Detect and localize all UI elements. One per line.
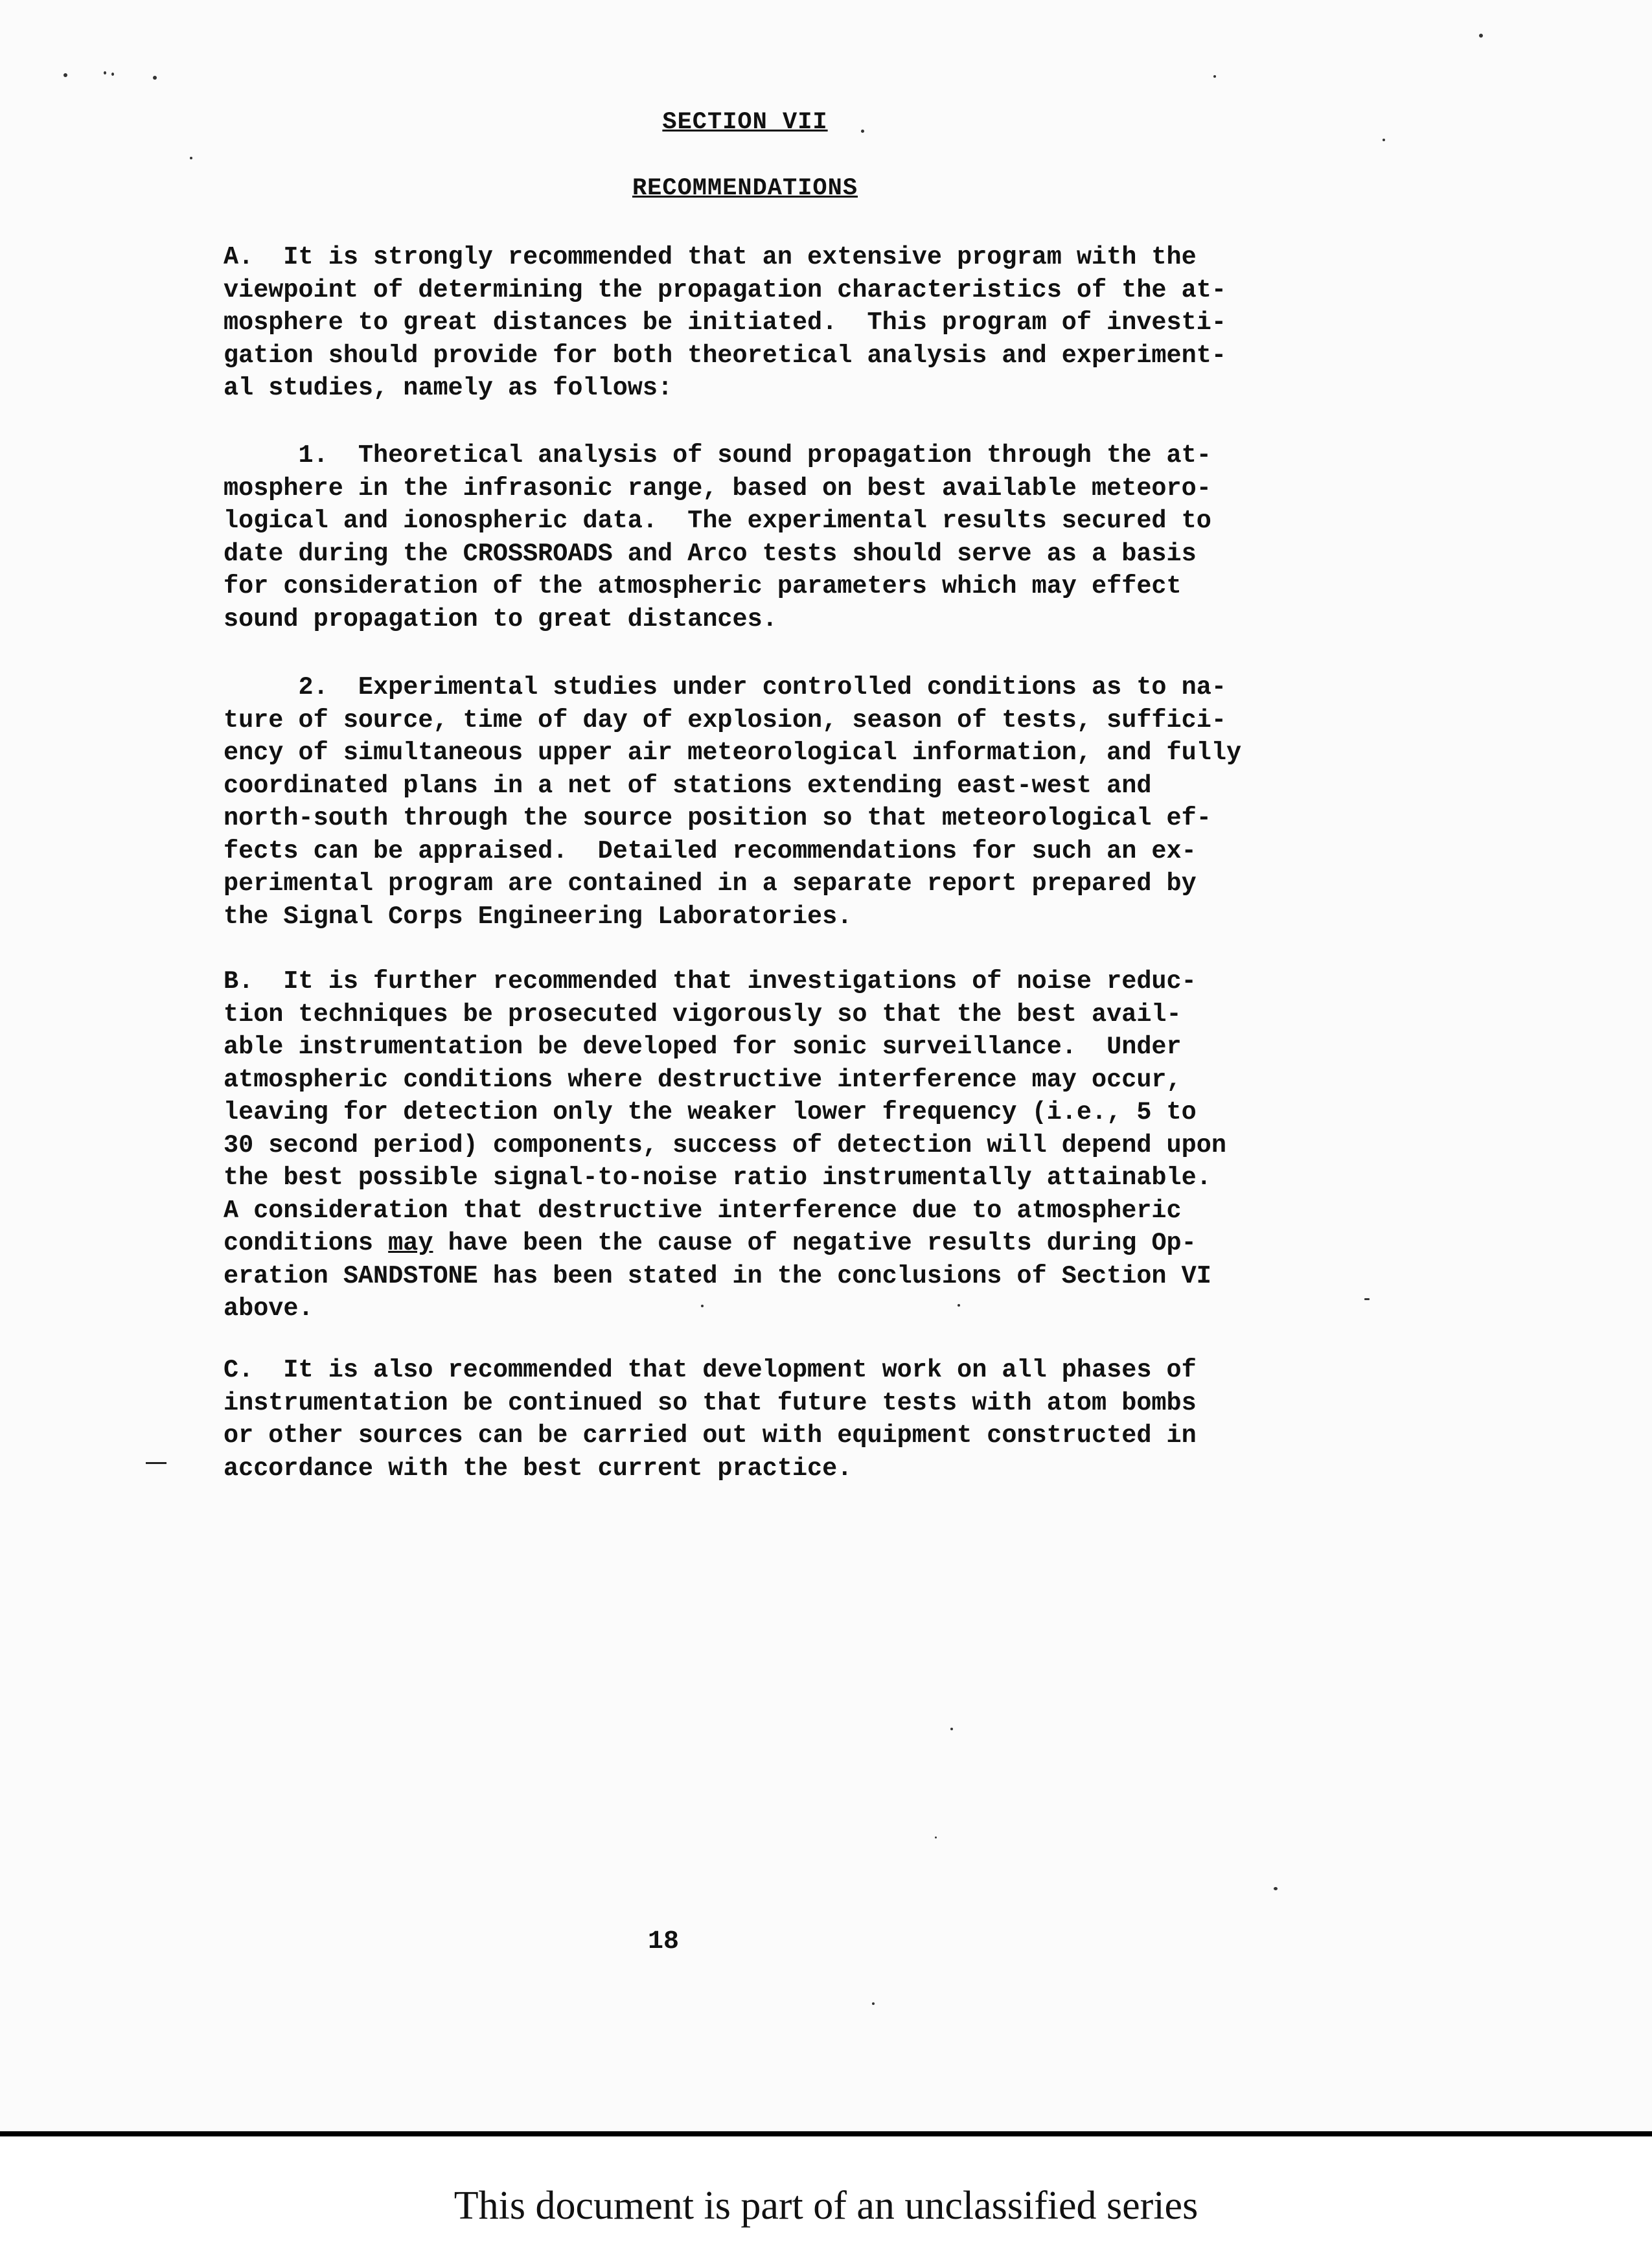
paragraph-a-line: al studies, namely as follows:: [224, 374, 673, 402]
item-1: [224, 439, 1377, 635]
paragraph-b-line: atmospheric conditions where destructive interference may occur,: [224, 1065, 1182, 1094]
page-number: 18: [648, 1927, 680, 1956]
item-1-line: logical and ionospheric data. The experimental results secured to: [224, 507, 1211, 535]
underlined-word: may: [388, 1229, 433, 1257]
item-1-line: 1. Theoretical analysis of sound propagation through the at-: [224, 441, 1211, 470]
paragraph-c: [224, 1354, 1377, 1485]
item-2-line: ture of source, time of day of explosion, season of tests, suffici-: [224, 705, 1226, 735]
paragraph-c-line: or other sources can be carried out with equipment constructed in: [224, 1421, 1197, 1450]
scan-speck: [872, 2002, 875, 2005]
paragraph-b-line: leaving for detection only the weaker lower frequency (i.e., 5 to: [224, 1098, 1197, 1127]
scan-speck: [63, 73, 67, 77]
scan-speck: [104, 71, 106, 74]
margin-mark: [146, 1462, 166, 1464]
scan-speck: [935, 1837, 937, 1838]
paragraph-a-line: mosphere to great distances be initiated. This program of investi-: [224, 308, 1226, 337]
item-2-line: perimental program are contained in a separate report prepared by: [224, 869, 1197, 898]
paragraph-c-line: accordance with the best current practice.: [224, 1454, 853, 1483]
recommendations-heading: RECOMMENDATIONS: [632, 175, 858, 202]
paragraph-b-line: eration SANDSTONE has been stated in the conclusions of Section VI: [224, 1261, 1211, 1290]
line-prefix: conditions: [224, 1229, 389, 1257]
item-1-line: date during the CROSSROADS and Arco tests should serve as a basis: [224, 539, 1197, 568]
item-1-line: sound propagation to great distances.: [224, 604, 777, 634]
paragraph-b-line: A consideration that destructive interference due to atmospheric: [224, 1196, 1182, 1225]
item-2-line: the Signal Corps Engineering Laboratories.: [224, 902, 853, 931]
paragraph-b-line: B. It is further recommended that investigations of noise reduc-: [224, 967, 1197, 996]
scan-speck: [1479, 34, 1483, 38]
paragraph-c-line: instrumentation be continued so that future tests with atom bombs: [224, 1388, 1197, 1417]
item-2: [224, 671, 1377, 933]
item-1-line: for consideration of the atmospheric parameters which may effect: [224, 572, 1182, 601]
scan-speck: [1213, 75, 1216, 78]
item-2-line: coordinated plans in a net of stations extending east-west and: [224, 771, 1152, 800]
section-title: SECTION VII: [662, 109, 828, 136]
scan-speck: [1382, 139, 1385, 141]
footer-notice: This document is part of an unclassified series: [453, 2184, 1199, 2228]
line-suffix: have been the cause of negative results during Op-: [433, 1229, 1197, 1257]
item-2-line: 2. Experimental studies under controlled conditions as to na-: [224, 673, 1226, 702]
paragraph-a-line: viewpoint of determining the propagation characteristics of the at-: [224, 275, 1226, 304]
paragraph-b-line: [224, 1227, 1377, 1260]
paragraph-c-line: C. It is also recommended that development work on all phases of: [224, 1356, 1197, 1384]
item-2-line: ency of simultaneous upper air meteorological information, and fully: [224, 738, 1242, 767]
paragraph-b-line: the best possible signal-to-noise ratio instrumentally attainable.: [224, 1163, 1211, 1192]
scan-speck: [1274, 1887, 1278, 1890]
paragraph-a: [224, 241, 1377, 405]
paragraph-a-line: gation should provide for both theoretical analysis and experiment-: [224, 341, 1226, 370]
scan-speck: [190, 157, 192, 159]
paragraph-b-line: above.: [224, 1294, 314, 1323]
paragraph-b-line: 30 second period) components, success of detection will depend upon: [224, 1130, 1226, 1160]
page-border-line: [0, 2131, 1652, 2136]
paragraph-b: [224, 965, 1377, 1325]
paragraph-b-line: able instrumentation be developed for sonic surveillance. Under: [224, 1033, 1182, 1061]
item-2-line: north-south through the source position so that meteorological ef-: [224, 804, 1211, 832]
scan-speck: [950, 1728, 953, 1730]
paragraph-a-line: A. It is strongly recommended that an extensive program with the: [224, 243, 1197, 271]
scan-speck: [111, 73, 114, 76]
item-2-line: fects can be appraised. Detailed recommendations for such an ex-: [224, 836, 1197, 865]
item-1-line: mosphere in the infrasonic range, based on best available meteoro-: [224, 474, 1211, 503]
scan-speck: [153, 76, 157, 80]
paragraph-b-line: tion techniques be prosecuted vigorously so that the best avail-: [224, 1000, 1182, 1029]
